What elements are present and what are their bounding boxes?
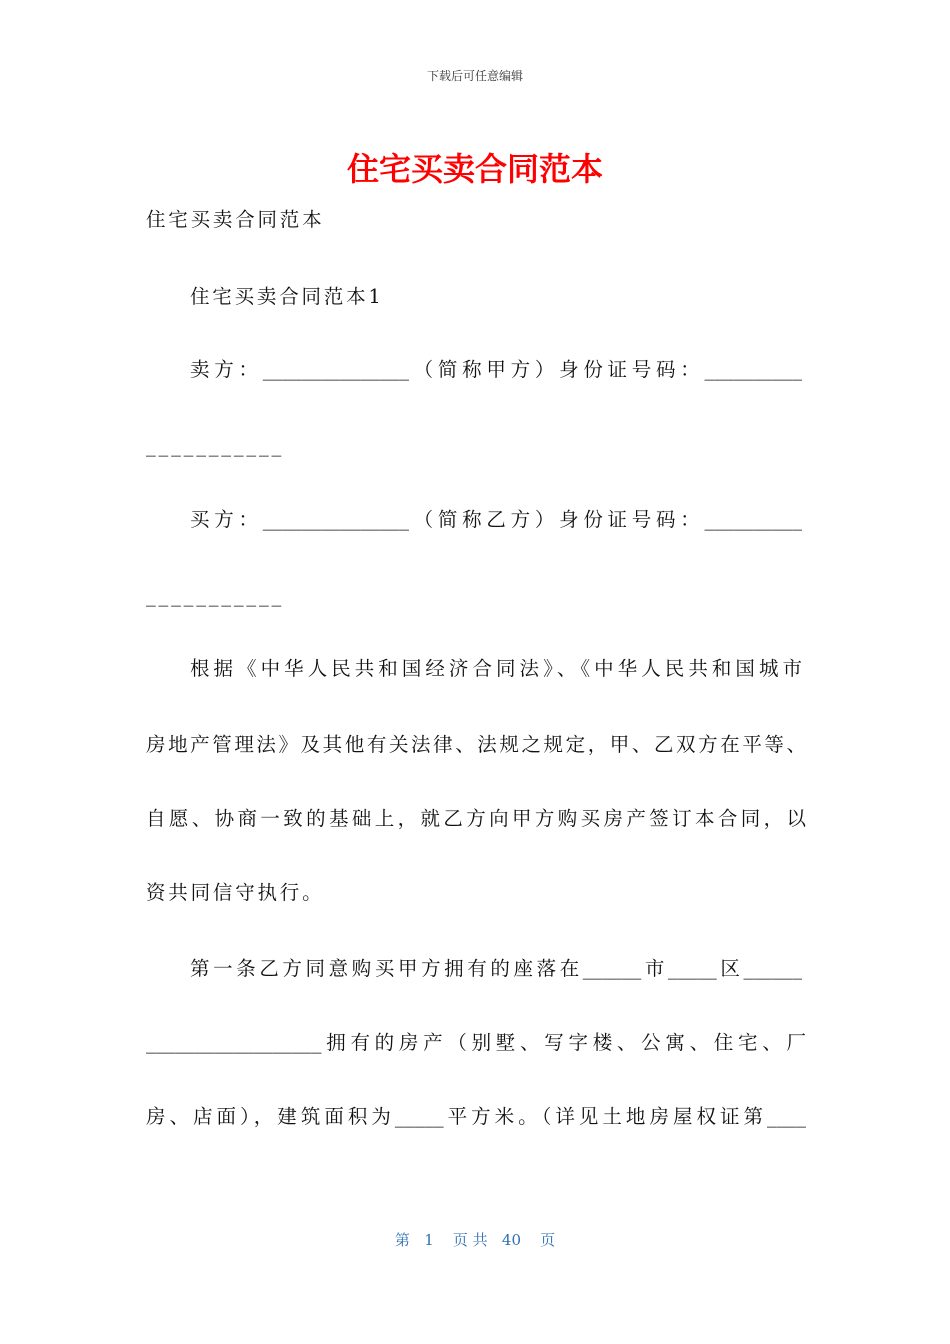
paragraph-line: 资共同信守执行。 [146, 881, 325, 904]
page-number-footer: 第 1 页 共 40 页 [394, 1231, 556, 1249]
article-1-line: 房、店面），建筑面积为_____平方米。（详见土地房屋权证第____ [146, 1105, 806, 1128]
paragraph-line: 自愿、协商一致的基础上，就乙方向甲方购买房产签订本合同，以 [146, 807, 806, 830]
article-1-line: 第一条乙方同意购买甲方拥有的座落在______市_____区______ [190, 957, 802, 980]
seller-line: 卖方：_______________（简称甲方）身份证号码：__________ [190, 358, 802, 381]
paragraph-line: 房地产管理法》及其他有关法律、法规之规定，甲、乙双方在平等、 [146, 733, 806, 756]
paragraph-line: 根据《中华人民共和国经济合同法》、《中华人民共和国城市 [190, 657, 802, 680]
page-header-note: 下载后可任意编辑 [426, 69, 523, 83]
buyer-line: 买方：_______________（简称乙方）身份证号码：__________ [190, 508, 802, 531]
doc-subtitle: 住宅买卖合同范本 [146, 208, 325, 231]
seller-line-continuation: ___________ [146, 434, 285, 457]
article-1-line: __________________拥有的房产（别墅、写字楼、公寓、住宅、厂 [146, 1031, 806, 1054]
contract-heading: 住宅买卖合同范本1 [190, 285, 384, 308]
buyer-line-continuation: ___________ [146, 584, 285, 607]
document-title: 住宅买卖合同范本 [346, 150, 603, 188]
